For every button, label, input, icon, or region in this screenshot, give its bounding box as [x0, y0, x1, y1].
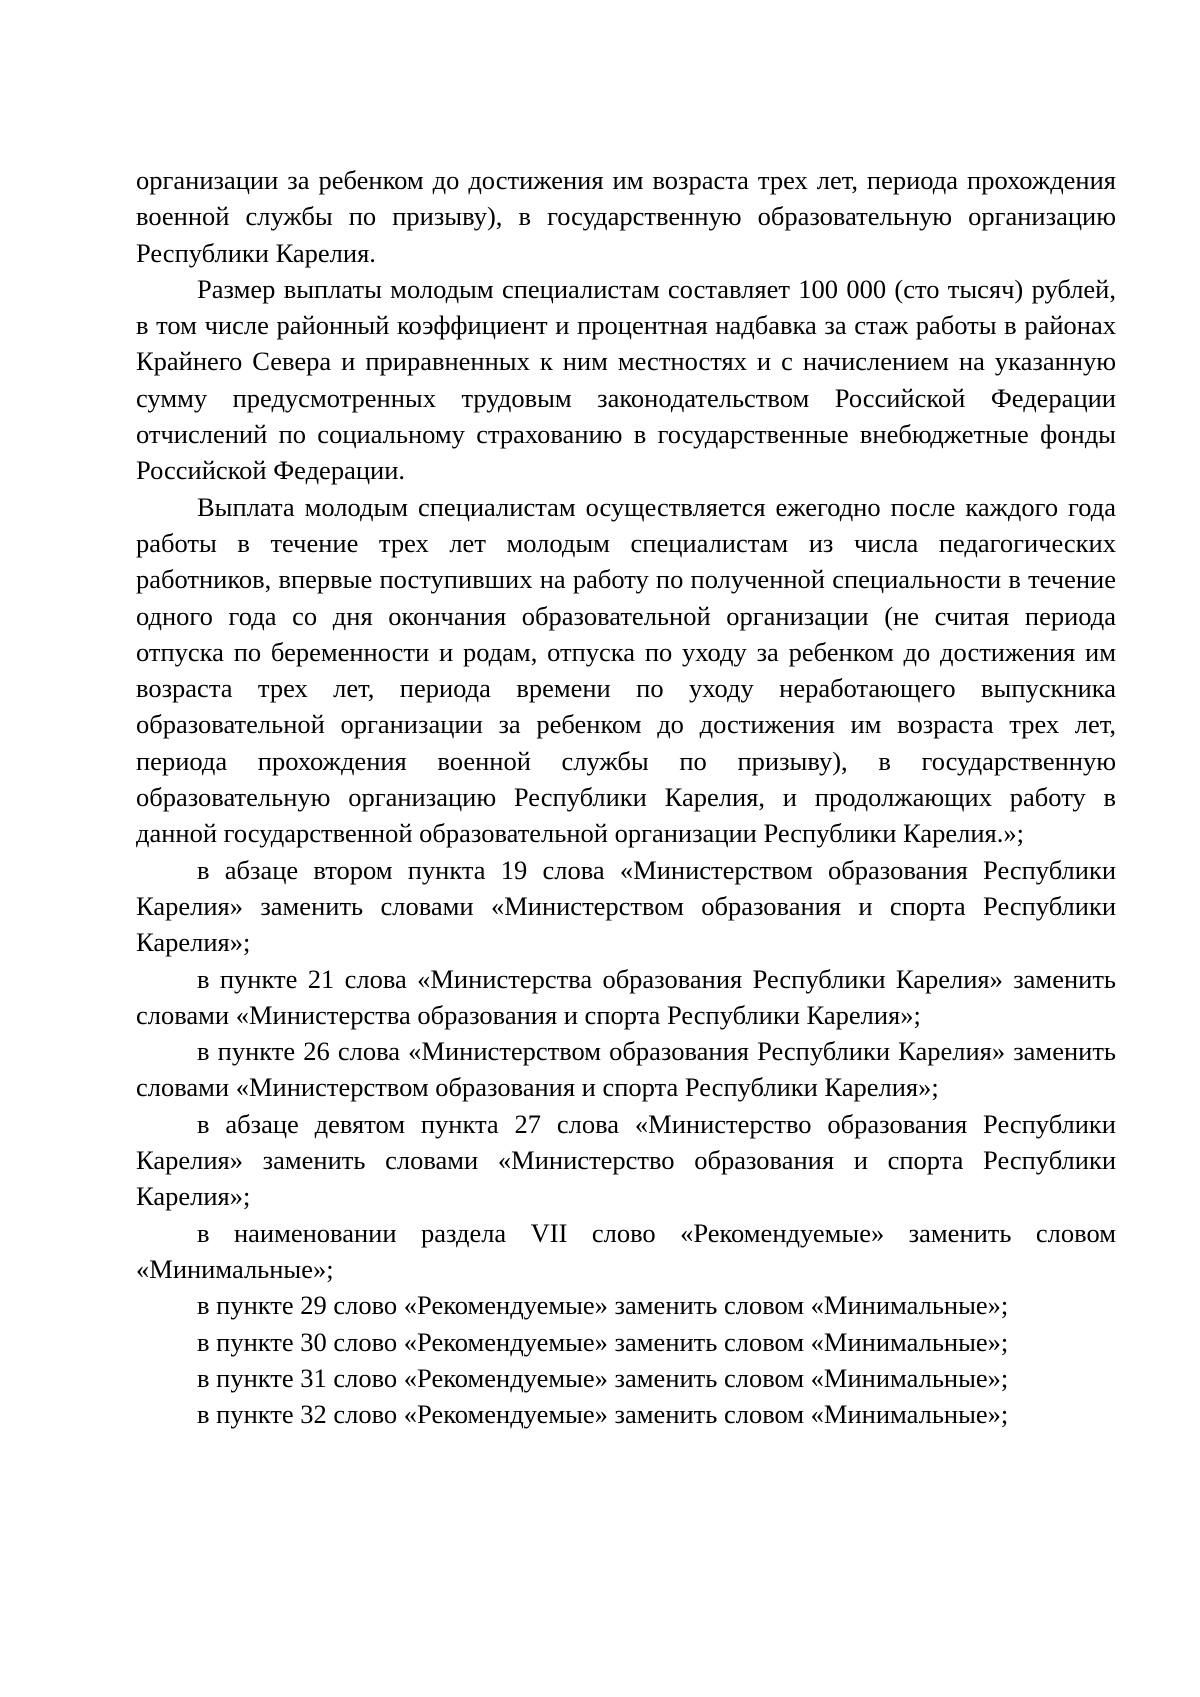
paragraph-payment-amount: Размер выплаты молодым специалистам составляет 100 000 (сто тысяч) рублей, в том числе районный коэффициент и процентная надбавка за стаж работы в районах Крайнего Севера и приравненных к ним местностях и с начислением на указанную сумму предусмотренных трудовым законодательством Российской Федерации отчислений по социальному страхованию в государственные внебюджетные фонды Российской Федерации. — [136, 273, 1116, 486]
paragraph-amendment-item-30: в пункте 30 слово «Рекомендуемые» заменить словом «Минимальные»; — [197, 1326, 1009, 1357]
paragraph-amendment-item-29: в пункте 29 слово «Рекомендуемые» заменить словом «Минимальные»; — [197, 1290, 1009, 1321]
paragraph-amendment-item-27: в абзаце девятом пункта 27 слова «Министерство образования Республики Карелия» заменить словами «Министерство образования и спорта Республики Карелия»; — [136, 1108, 1116, 1212]
paragraph-payment-terms: Выплата молодым специалистам осуществляется ежегодно после каждого года работы в течение трех лет молодым специалистам из числа педагогических работников, впервые поступивших на работу по полученной специальности в течение одного года со дня окончания образовательной организации (не считая периода отпуска по беременности и родам, отпуска по уходу за ребенком до достижения им возраста трех лет, периода времени по уходу неработающего выпускника образовательной организации за ребенком до достижения им возраста трех лет, периода прохождения военной службы по призыву), в государственную образовательную организацию Республики Карелия, и продолжающих работу в данной государственной образовательной организации Республики Карелия.»; — [136, 491, 1116, 849]
paragraph-amendment-item-21: в пункте 21 слова «Министерства образования Республики Карелия» заменить словами «Министерства образования и спорта Республики Карелия»; — [136, 963, 1116, 1030]
paragraph-continuation: организации за ребенком до достижения им возраста трех лет, периода прохождения военной службы по призыву), в государственную образовательную организацию Республики Карелия. — [136, 165, 1116, 268]
paragraph-amendment-section-vii: в наименовании раздела VII слово «Рекомендуемые» заменить словом «Минимальные»; — [136, 1217, 1116, 1284]
paragraph-amendment-item-26: в пункте 26 слова «Министерством образования Республики Карелия» заменить словами «Министерством образования и спорта Республики Карелия»; — [136, 1036, 1116, 1103]
paragraph-amendment-item-31: в пункте 31 слово «Рекомендуемые» заменить словом «Минимальные»; — [197, 1362, 1009, 1393]
document-text-block — [136, 162, 1116, 1432]
paragraph-amendment-item-19: в абзаце втором пункта 19 слова «Министерством образования Республики Карелия» заменить словами «Министерством образования и спорта Республики Карелия»; — [136, 854, 1116, 958]
paragraph-amendment-item-32: в пункте 32 слово «Рекомендуемые» заменить словом «Минимальные»; — [197, 1399, 1009, 1430]
